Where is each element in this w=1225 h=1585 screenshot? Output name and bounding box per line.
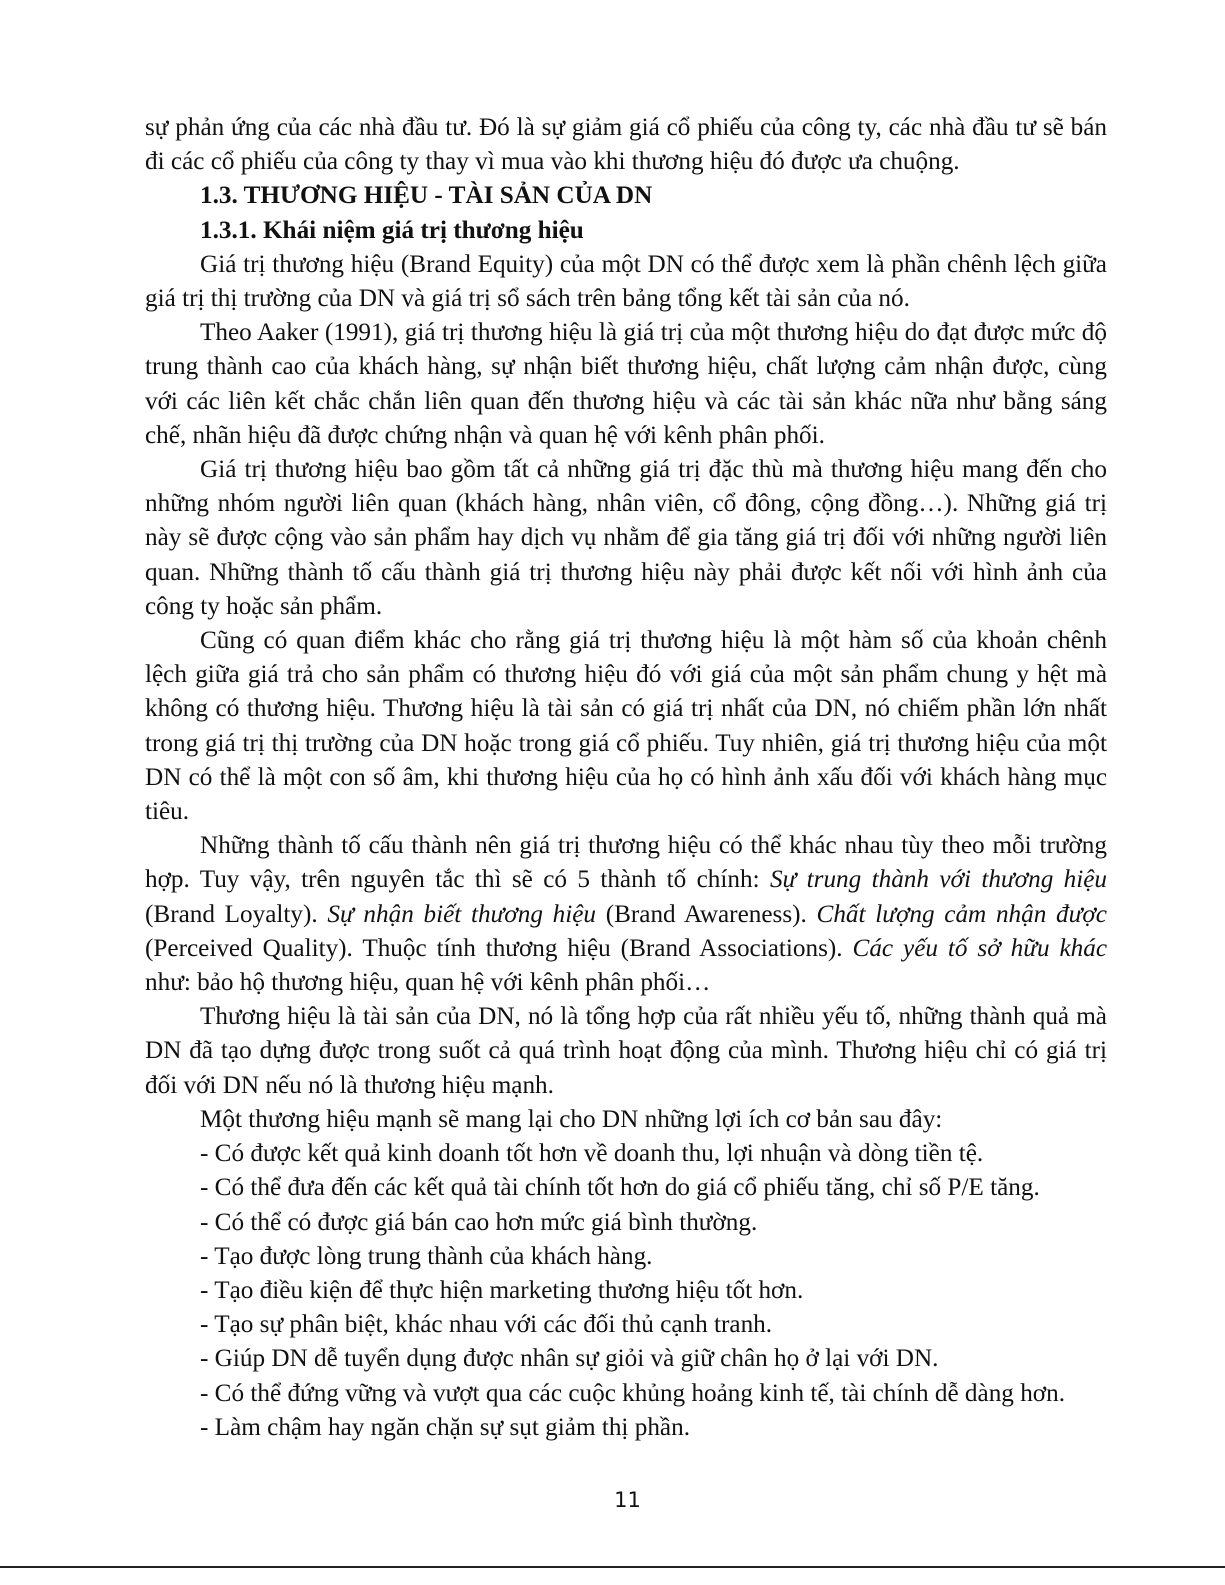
- list-item: - Giúp DN dễ tuyển dụng được nhân sự giỏi và giữ chân họ ở lại với DN.: [200, 1345, 939, 1373]
- page-number: 11: [614, 1488, 641, 1512]
- term-perceived-quality: Chất lượng cảm nhận được: [816, 900, 1107, 928]
- document-page: [145, 111, 1107, 1445]
- paragraph-components: [145, 829, 1107, 1000]
- paragraph-specific-values: Giá trị thương hiệu bao gồm tất cả những giá trị đặc thù mà thương hiệu mang đến cho những nhóm người liên quan (khách hàng, nhân viên, cổ đông, cộng đồng…). Những giá trị này sẽ được cộng vào sản phẩm hay dịch vụ nhằm để gia tăng giá trị đối với những người liên quan. Những thành tố cấu thành giá trị thương hiệu này phải được kết nối với hình ảnh của công ty hoặc sản phẩm.: [145, 456, 1107, 620]
- paragraph-brand-equity: Giá trị thương hiệu (Brand Equity) của một DN có thể được xem là phần chênh lệch giữa giá trị thị trường của DN và giá trị sổ sách trên bảng tổng kết tài sản của nó.: [145, 250, 1107, 313]
- term-brand-loyalty: Sự trung thành với thương hiệu: [769, 866, 1108, 894]
- term-brand-awareness: Sự nhận biết thương hiệu: [327, 900, 596, 928]
- list-item: - Có thể có được giá bán cao hơn mức giá bình thường.: [200, 1208, 758, 1236]
- list-item: - Tạo được lòng trung thành của khách hàng.: [200, 1242, 653, 1270]
- components-intro: Những thành tố cấu thành nên giá trị thương hiệu có thể khác nhau tùy theo mỗi trường hợp. Tuy vậy, trên nguyên tắc thì sẽ có 5 thành tố chính:: [145, 832, 1107, 894]
- continuation-paragraph: sự phản ứng của các nhà đầu tư. Đó là sự giảm giá cổ phiếu của công ty, các nhà đầu tư sẽ bán đi các cổ phiếu của công ty thay vì mua vào khi thương hiệu đó được ưa chuộng.: [145, 114, 1107, 176]
- paragraph-price-difference: Cũng có quan điểm khác cho rằng giá trị thương hiệu là một hàm số của khoản chênh lệch giữa giá trả cho sản phẩm có thương hiệu đó với giá của một sản phẩm chung y hệt mà không có thương hiệu. Thương hiệu là tài sản có giá trị nhất của DN, nó chiếm phần lớn nhất trong giá trị thị trường của DN hoặc trong giá cổ phiếu. Tuy nhiên, giá trị thương hiệu của một DN có thể là một con số âm, khi thương hiệu của họ có hình ảnh xấu đối với khách hàng mục tiêu.: [145, 627, 1107, 826]
- section-heading: 1.3. THƯƠNG HIỆU - TÀI SẢN CỦA DN: [200, 182, 653, 210]
- list-item: - Tạo điều kiện để thực hiện marketing thương hiệu tốt hơn.: [200, 1276, 804, 1304]
- subsection-heading: 1.3.1. Khái niệm giá trị thương hiệu: [200, 216, 584, 244]
- list-item: - Làm chậm hay ngăn chặn sự sụt giảm thị phần.: [200, 1413, 690, 1441]
- term-perceived-quality-en: (Perceived Quality). Thuộc tính thương hiệu (Brand Associations).: [145, 934, 843, 962]
- benefits-list: [145, 1137, 1107, 1445]
- benefits-intro: Một thương hiệu mạnh sẽ mang lại cho DN những lợi ích cơ bản sau đây:: [200, 1105, 943, 1133]
- paragraph-brand-asset: Thương hiệu là tài sản của DN, nó là tổng hợp của rất nhiều yếu tố, những thành quả mà DN đã tạo dựng được trong suốt cả quá trình hoạt động của mình. Thương hiệu chỉ có giá trị đối với DN nếu nó là thương hiệu mạnh.: [145, 1003, 1107, 1099]
- bottom-divider: [0, 1566, 1225, 1568]
- paragraph-aaker: Theo Aaker (1991), giá trị thương hiệu là giá trị của một thương hiệu do đạt được mức độ trung thành cao của khách hàng, sự nhận biết thương hiệu, chất lượng cảm nhận được, cùng với các liên kết chắc chắn liên quan đến thương hiệu và các tài sản khác nữa như bằng sáng chế, nhãn hiệu đã được chứng nhận và quan hệ với kênh phân phối.: [145, 319, 1107, 449]
- list-item: - Tạo sự phân biệt, khác nhau với các đối thủ cạnh tranh.: [200, 1311, 773, 1339]
- list-item: - Có thể đứng vững và vượt qua các cuộc khủng hoảng kinh tế, tài chính dễ dàng hơn.: [200, 1379, 1065, 1407]
- term-brand-awareness-en: (Brand Awareness).: [605, 900, 807, 928]
- term-other-assets-rest: như: bảo hộ thương hiệu, quan hệ với kênh phân phối…: [145, 969, 711, 997]
- list-item: - Có thể đưa đến các kết quả tài chính tốt hơn do giá cổ phiếu tăng, chỉ số P/E tăng.: [200, 1174, 1040, 1202]
- list-item: - Có được kết quả kinh doanh tốt hơn về doanh thu, lợi nhuận và dòng tiền tệ.: [200, 1140, 984, 1168]
- term-other-assets: Các yếu tố sở hữu khác: [852, 934, 1108, 962]
- term-brand-loyalty-en: (Brand Loyalty).: [145, 900, 318, 928]
